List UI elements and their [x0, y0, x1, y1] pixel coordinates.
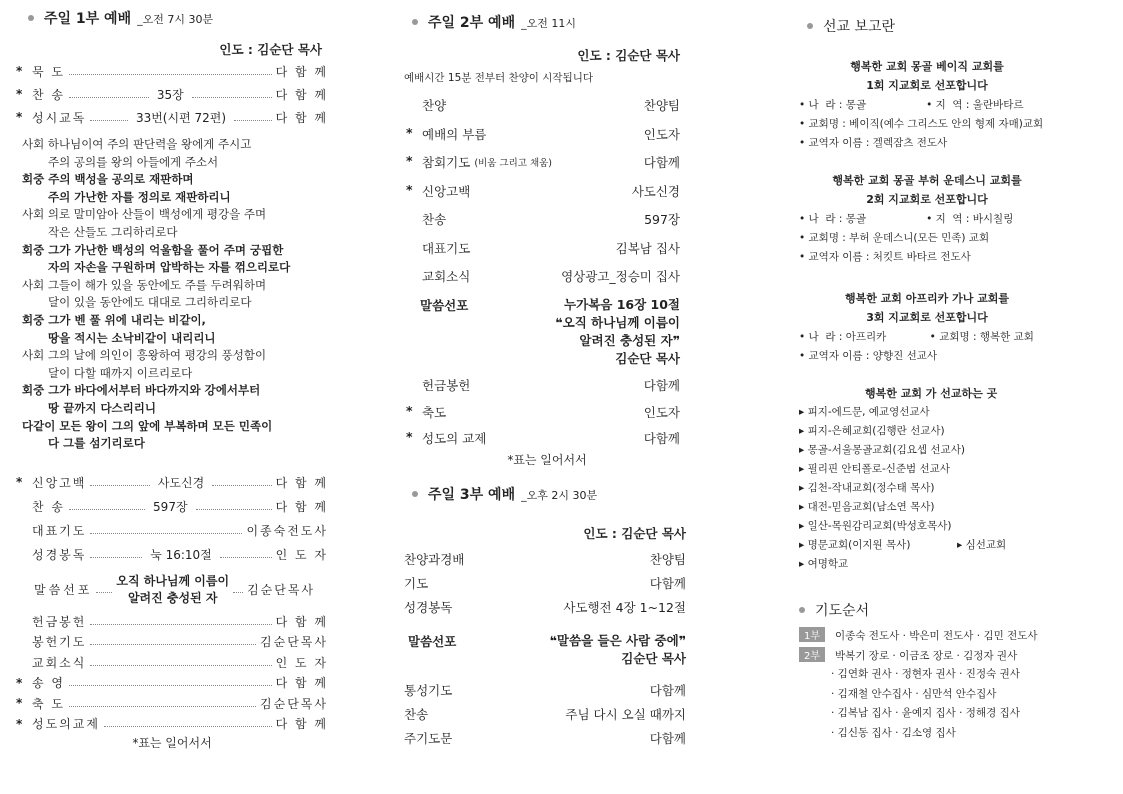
order-label: 송 영	[32, 676, 65, 690]
sermon-3-detail	[550, 632, 686, 668]
support-item-extra: ▸ 심선교회	[957, 539, 1007, 551]
order-value: 597장	[644, 212, 680, 227]
order-label: 통성기도	[404, 683, 453, 698]
star-marker	[406, 96, 418, 114]
order-label: 대표기도	[32, 523, 87, 538]
order-value: 다함께	[643, 378, 680, 393]
mission-detail-line: • 교역자 이름 : 양향진 선교사	[799, 350, 937, 362]
sermon-3-title: ❝말씀을 들은 사람 중에❞	[549, 633, 686, 648]
prayer-names: · 김신동 집사 · 김소영 집사	[831, 726, 956, 739]
prayer-line	[831, 666, 1020, 681]
star-marker	[406, 267, 418, 285]
order-label: 찬송	[422, 212, 447, 227]
order-row	[16, 612, 328, 630]
order-row	[16, 545, 328, 563]
order-label: 찬 송	[32, 87, 65, 102]
service-2-time: _오전 11시	[521, 17, 576, 30]
order-label: 성경봉독	[32, 547, 87, 562]
order-label: 예배의 부름	[422, 126, 487, 142]
service-2-column	[402, 0, 692, 794]
sermon-2-preacher: 김순단 목사	[615, 351, 680, 366]
reading-line: 사회 그들이 해가 있을 동안에도 주를 두려워하며	[22, 277, 267, 292]
order-value: 다 함 께	[275, 614, 328, 629]
sermon-2-title-1: ❝오직 하나님께 이름이	[555, 315, 680, 330]
mission-block-title: 행복한 교회 몽골 부허 운데스니 교회를	[832, 174, 1022, 187]
order-row	[402, 376, 692, 394]
sermon-3-label: 말씀선포	[408, 634, 457, 649]
prayer-line	[831, 686, 996, 701]
mission-column	[797, 0, 1097, 794]
bullet-icon	[412, 19, 418, 25]
order-value: 주님 다시 오실 때까지	[565, 707, 686, 722]
prayer-names: 이종숙 전도사 · 박은미 전도사 · 김민 전도사	[835, 630, 1038, 642]
order-value: 인 도 자	[275, 547, 328, 562]
star-marker: *	[16, 475, 23, 489]
mission-detail-line: • 교역자 이름 : 처킷트 바타르 전도사	[799, 251, 971, 263]
order-row	[402, 705, 692, 723]
support-item: ▸ 대전-믿음교회(남소연 목사)	[799, 501, 935, 513]
order-row	[402, 403, 692, 421]
service-1-leader: 인도 : 김순단 목사	[219, 42, 322, 57]
order-value: 찬양팀	[643, 98, 680, 113]
order-row	[402, 574, 692, 592]
service-1-title: 주일 1부 예배	[44, 11, 132, 27]
order-label: 찬양과경배	[404, 552, 465, 567]
order-detail: 33번(시편 72편)	[135, 110, 227, 125]
service-1-heading	[28, 8, 213, 28]
order-value: 다함께	[649, 683, 686, 698]
order-row	[16, 521, 328, 539]
reading-line: 작은 산들도 그리하리로다	[48, 225, 178, 239]
order-value: 김순단목사	[260, 635, 328, 649]
order-label: 주기도문	[404, 731, 453, 746]
order-detail: 597장	[153, 499, 188, 514]
service-1-column	[16, 0, 328, 794]
star-marker: *	[406, 181, 413, 197]
order-label: 헌금봉헌	[32, 614, 87, 629]
order-value: 이종숙전도사	[246, 523, 328, 538]
sermon-label: 말씀선포	[34, 582, 93, 597]
support-item: ▸ 김천-작내교회(정수태 목사)	[799, 482, 935, 494]
service-2-title: 주일 2부 예배	[428, 15, 516, 31]
service-2-notice: 예배시간 15분 전부터 찬양이 시작됩니다	[404, 72, 593, 84]
footnote-2: *표는 일어서서	[507, 453, 587, 467]
order-value: 다 함 께	[275, 87, 328, 102]
order-row	[16, 694, 328, 712]
bullet-icon	[799, 607, 805, 613]
star-marker: *	[16, 64, 23, 78]
star-marker: *	[16, 87, 23, 101]
reading-line: 땅을 적시는 소낙비같이 내리리니	[48, 330, 216, 345]
mission-block-subtitle: 1회 지교회로 선포합니다	[866, 79, 988, 92]
mission-detail-line: • 교역자 이름 : 겔렉잠츠 전도사	[799, 137, 948, 149]
reading-line: 주의 공의를 왕의 아들에게 주소서	[48, 154, 219, 169]
order-value: 다 함 께	[275, 676, 328, 690]
prayer-line	[831, 705, 1020, 720]
order-value: 인 도 자	[275, 655, 328, 670]
support-item: ▸ 일산-목원감리교회(박성호목사)	[799, 520, 952, 532]
sermon-3-preacher: 김순단 목사	[621, 651, 686, 666]
star-marker: *	[406, 429, 413, 444]
mission-detail-line: • 교회명 : 베이직(예수 그리스도 안의 형제 자매)교회	[799, 118, 1044, 130]
reading-line: 사회 하나님이여 주의 판단력을 왕에게 주시고	[22, 137, 252, 151]
service-1-time: _오전 7시 30분	[137, 13, 214, 26]
service-3-time: _오후 2시 30분	[521, 489, 598, 502]
prayer-names: 박복기 장로 · 이금조 장로 · 김정자 권사	[835, 649, 1018, 662]
sermon-2-label: 말씀선포	[420, 298, 469, 313]
reading-line: 회중 주의 백성을 공의로 재판하며	[22, 172, 194, 187]
reading-line: 회중 그가 가난한 백성의 억울함을 풀어 주며 궁핍한	[22, 242, 284, 257]
mission-block-subtitle: 3회 지교회로 선포합니다	[866, 311, 988, 324]
footnote: *표는 일어서서	[132, 736, 212, 750]
sermon-title: 오직 하나님께 이름이 알려진 충성된 자	[116, 574, 230, 605]
mission-detail-line: • 나 라 : 아프리카 • 교회명 : 행복한 교회	[799, 331, 1034, 343]
bullet-icon	[412, 491, 418, 497]
reading-line: 사회 그의 날에 의인이 흥왕하여 평강의 풍성함이	[22, 348, 267, 363]
reading-line: 회중 그가 바다에서부터 바다까지와 강에서부터	[22, 383, 261, 398]
star-marker	[406, 239, 418, 257]
order-row	[16, 62, 328, 80]
prayer-line	[799, 627, 1038, 643]
order-value: 다함께	[649, 731, 686, 746]
mission-detail-line: • 나 라 : 몽골 • 지 역 : 바시칠링	[799, 213, 1014, 225]
order-label: 찬양	[422, 98, 447, 113]
service-3-leader: 인도 : 김순단 목사	[583, 526, 686, 541]
order-row	[16, 108, 328, 126]
order-label: 성경봉독	[404, 600, 453, 615]
order-label: 성시교독	[32, 110, 87, 125]
order-label: 참회기도	[422, 155, 471, 170]
order-row	[402, 153, 692, 171]
order-value: 영상광고_정승미 집사	[561, 269, 680, 284]
order-label: 대표기도	[422, 240, 471, 256]
order-row	[402, 598, 692, 616]
star-marker: *	[406, 402, 413, 418]
order-label: 축 도	[32, 696, 65, 711]
prayer-names: · 김연화 권사 · 정현자 권사 · 진정숙 권사	[831, 668, 1020, 680]
order-label: 찬 송	[32, 499, 65, 514]
order-detail: 35장	[156, 87, 184, 102]
order-row	[402, 210, 692, 228]
order-row	[16, 497, 328, 515]
order-label: 신앙고백	[32, 475, 87, 490]
prayer-names: · 김복남 집사 · 윤예지 집사 · 정해경 집사	[831, 707, 1020, 719]
order-row	[402, 681, 692, 699]
mission-block-title: 행복한 교회 아프리카 가나 교회를	[844, 292, 1010, 305]
star-marker: *	[16, 675, 23, 690]
star-marker: *	[16, 716, 23, 731]
order-row	[16, 633, 328, 651]
order-row	[402, 429, 692, 447]
support-item: ▸ 피지-은혜교회(김행란 선교사)	[799, 425, 945, 437]
reading-line: 자의 자손을 구원하며 압박하는 자를 꺾으리로다	[48, 260, 291, 275]
reading-line: 땅 끝까지 다스리리니	[48, 401, 156, 415]
support-item: ▸ 필리핀 안티폴로-신준범 선교사	[799, 463, 950, 475]
star-marker: *	[16, 696, 23, 710]
reading-line: 다 그를 섬기리로다	[48, 436, 145, 451]
order-label: 교회소식	[32, 655, 87, 670]
order-value: 다 함 께	[275, 499, 328, 514]
order-value: 다 함 께	[275, 110, 328, 125]
bullet-icon	[807, 23, 813, 29]
support-item: ▸ 몽골-서울몽골교회(김요셉 선교사)	[799, 444, 965, 456]
support-title: 행복한 교회 가 선교하는 곳	[865, 387, 998, 400]
prayer-badge: 2부	[799, 647, 825, 662]
prayer-names: · 김재철 안수집사 · 심만석 안수집사	[831, 687, 997, 700]
order-value: 사도신경	[631, 183, 680, 199]
order-row	[402, 239, 692, 257]
prayer-line	[831, 725, 956, 740]
reading-line: 주의 가난한 자를 정의로 재판하리니	[48, 189, 231, 204]
order-label: 축도	[422, 404, 447, 420]
order-row	[16, 473, 328, 491]
order-value: 사도행전 4장 1~12절	[563, 600, 686, 615]
star-marker: *	[406, 153, 413, 168]
star-marker	[406, 376, 418, 394]
reading-line: 달이 다할 때까지 이르리로다	[48, 365, 193, 380]
order-row	[16, 653, 328, 671]
sermon-2-detail	[555, 296, 680, 368]
support-item: ▸ 여명학교	[799, 558, 849, 570]
prayer-line	[799, 647, 1017, 663]
prayer-heading	[799, 600, 869, 620]
order-label: 봉헌기도	[32, 635, 87, 649]
sermon-preacher: 김순단목사	[247, 582, 316, 597]
order-row	[402, 96, 692, 114]
order-row	[16, 715, 328, 733]
order-value: 다함께	[643, 155, 680, 170]
reading-line: 회중 그가 벤 풀 위에 내리는 비같이,	[22, 313, 206, 327]
prayer-title: 기도순서	[815, 603, 870, 619]
order-label: 교회소식	[422, 269, 471, 284]
reading-line: 다같이 모든 왕이 그의 앞에 부복하며 모든 민족이	[22, 418, 273, 433]
order-value: 김복남 집사	[615, 240, 680, 256]
mission-detail-line: • 교회명 : 부허 운데스니(모든 민족) 교회	[799, 232, 990, 244]
order-detail: 눅 16:10절	[150, 547, 212, 562]
star-marker: *	[406, 124, 413, 140]
service-3-title: 주일 3부 예배	[428, 487, 516, 503]
mission-title: 선교 보고란	[823, 19, 896, 35]
order-value: 찬양팀	[649, 552, 686, 567]
support-item: ▸ 명문교회(이지원 목사)	[799, 539, 911, 551]
reading-line: 달이 있을 동안에도 대대로 그리하리로다	[48, 295, 252, 310]
order-row	[16, 85, 328, 103]
order-label: 신앙고백	[422, 183, 471, 199]
service-3-heading	[412, 484, 597, 504]
order-sublabel: (비움 그리고 채움)	[474, 158, 553, 169]
mission-block-title: 행복한 교회 몽골 베이직 교회를	[850, 60, 1004, 73]
prayer-badge: 1부	[799, 627, 825, 642]
service-2-leader: 인도 : 김순단 목사	[577, 48, 680, 63]
order-row	[402, 550, 692, 568]
order-detail: 사도신경	[157, 475, 205, 490]
order-label: 성도의 교제	[422, 431, 487, 446]
order-value: 다 함 께	[275, 475, 328, 490]
star-marker: *	[16, 110, 23, 124]
order-label: 찬송	[404, 707, 429, 722]
order-value: 다 함 께	[275, 717, 328, 731]
order-label: 헌금봉헌	[422, 378, 471, 393]
sermon-2-title-2: 알려진 충성된 자❞	[579, 333, 680, 348]
order-value: 다함께	[643, 431, 680, 446]
bullet-icon	[28, 15, 34, 21]
mission-heading	[807, 16, 895, 36]
support-item: ▸ 피지-에드문, 예교영선교사	[799, 406, 930, 418]
star-marker	[406, 210, 418, 228]
order-label: 묵 도	[32, 64, 65, 79]
mission-detail-line: • 나 라 : 몽골 • 지 역 : 울란바타르	[799, 99, 1024, 111]
order-value: 인도자	[643, 404, 680, 420]
order-value: 김순단목사	[260, 696, 328, 711]
sermon-2-ref: 누가복음 16장 10절	[564, 297, 680, 312]
order-row	[402, 125, 692, 143]
order-value: 다함께	[649, 576, 686, 591]
order-row	[402, 729, 692, 747]
order-value: 다 함 께	[275, 64, 328, 79]
order-label: 성도의교제	[32, 717, 100, 731]
reading-line: 사회 의로 말미암아 산들이 백성에게 평강을 주며	[22, 207, 267, 222]
order-label: 기도	[404, 576, 429, 591]
order-row	[16, 674, 328, 692]
service-2-heading	[412, 12, 576, 32]
mission-block-subtitle: 2회 지교회로 선포합니다	[866, 193, 988, 206]
order-row	[402, 182, 692, 200]
order-row	[402, 267, 692, 285]
order-value: 인도자	[643, 126, 680, 142]
sermon-row	[16, 572, 328, 606]
